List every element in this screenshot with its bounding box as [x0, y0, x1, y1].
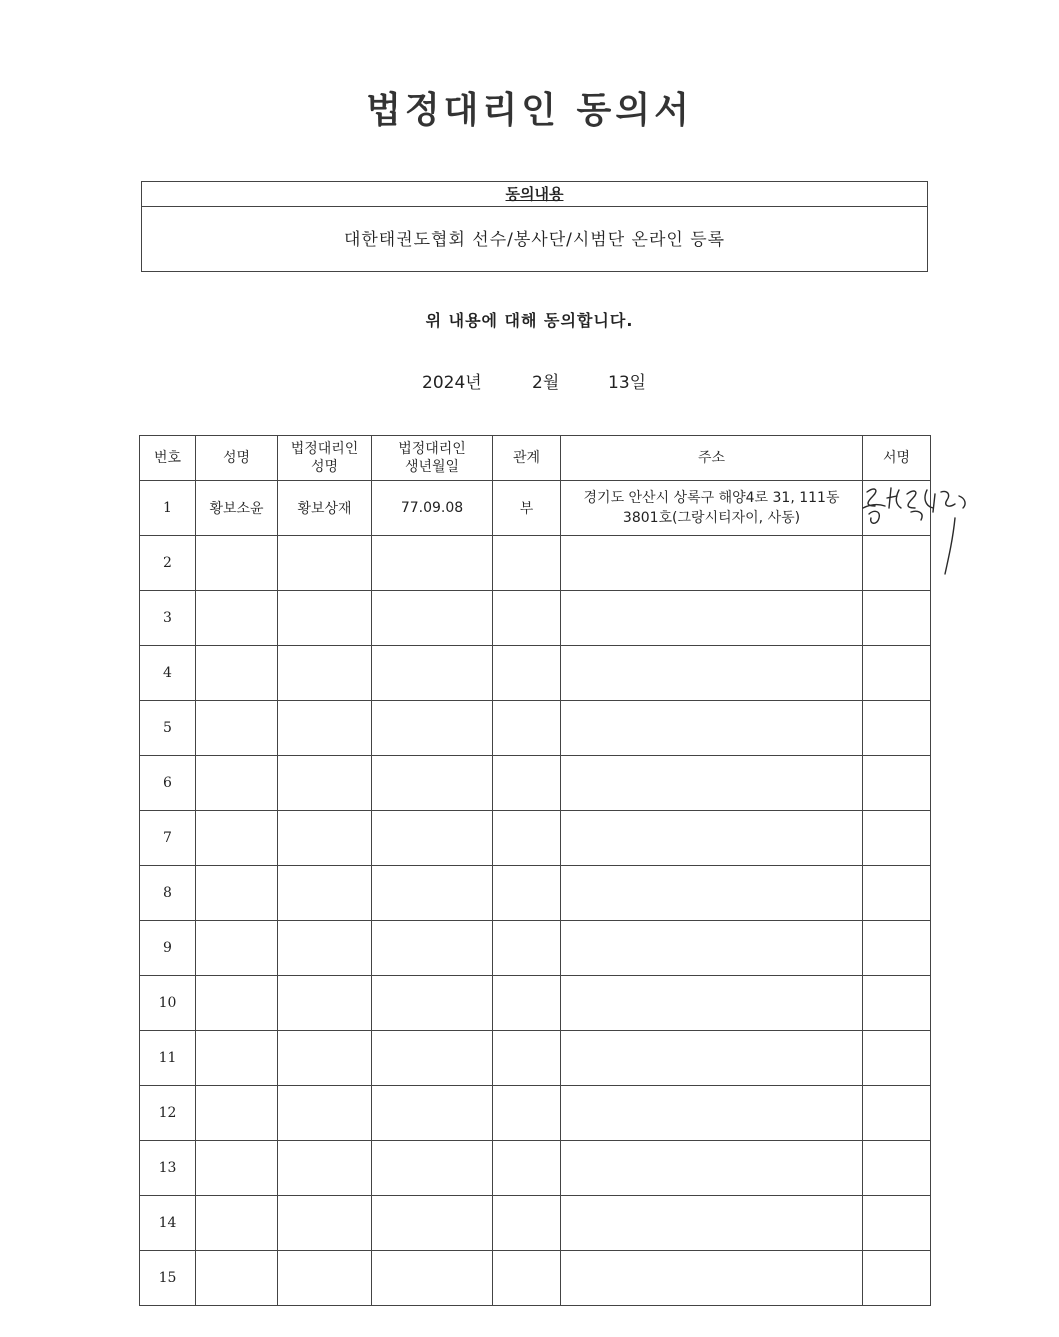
table-row [140, 481, 931, 536]
table-row [140, 921, 931, 976]
table-row [140, 811, 931, 866]
row-number: 11 [140, 1031, 196, 1086]
consent-box [141, 181, 928, 272]
row-number: 7 [140, 811, 196, 866]
consent-header [142, 182, 927, 207]
header-guardian-birth-line2: 생년월일 [404, 459, 460, 475]
row-number: 14 [140, 1196, 196, 1251]
table-row [140, 536, 931, 591]
row-number: 6 [140, 756, 196, 811]
row-guardian-birth: 77.09.08 [372, 481, 493, 536]
header-guardian-name-line1: 법정대리인 [290, 441, 359, 457]
header-signature: 서명 [863, 436, 931, 481]
table-row [140, 976, 931, 1031]
row-number: 3 [140, 591, 196, 646]
header-guardian-name [278, 436, 372, 481]
row-number: 2 [140, 536, 196, 591]
handwritten-signature [855, 478, 975, 578]
guardian-table [139, 435, 931, 1306]
header-name: 성명 [196, 436, 278, 481]
table-row [140, 646, 931, 701]
row-number: 15 [140, 1251, 196, 1306]
table-row [140, 1141, 931, 1196]
row-number: 13 [140, 1141, 196, 1196]
date-month: 2월 [532, 373, 560, 393]
table-row [140, 701, 931, 756]
date-year: 2024년 [422, 373, 482, 393]
table-row [140, 756, 931, 811]
table-header-row [140, 436, 931, 481]
row-address-line2: 3801호(그랑시티자이, 사동) [622, 510, 801, 526]
table-row [140, 866, 931, 921]
agreement-text: 위 내용에 대해 동의합니다. [425, 311, 634, 330]
header-guardian-birth [372, 436, 493, 481]
header-relation: 관계 [493, 436, 561, 481]
consent-header-text: 동의내용 [505, 185, 564, 203]
table-row [140, 591, 931, 646]
row-guardian-name: 황보상재 [278, 481, 372, 536]
header-guardian-name-line2: 성명 [310, 459, 339, 475]
row-number: 10 [140, 976, 196, 1031]
row-number: 9 [140, 921, 196, 976]
date-day: 13일 [608, 373, 647, 393]
consent-content: 대한태권도협회 선수/봉사단/시범단 온라인 등록 [343, 230, 726, 250]
row-number: 1 [140, 481, 196, 536]
header-guardian-birth-line1: 법정대리인 [398, 441, 466, 457]
header-address: 주소 [561, 436, 863, 481]
header-no: 번호 [140, 436, 196, 481]
row-address-line1: 경기도 안산시 상록구 해양4로 31, 111동 [583, 490, 840, 506]
page-title: 법정대리인 동의서 [366, 89, 693, 131]
table-row [140, 1251, 931, 1306]
row-number: 8 [140, 866, 196, 921]
table-row [140, 1086, 931, 1141]
row-number: 5 [140, 701, 196, 756]
table-row [140, 1031, 931, 1086]
table-row [140, 1196, 931, 1251]
row-address [561, 481, 863, 536]
row-number: 4 [140, 646, 196, 701]
row-number: 12 [140, 1086, 196, 1141]
row-name: 황보소윤 [196, 481, 278, 536]
row-relation: 부 [493, 481, 561, 536]
